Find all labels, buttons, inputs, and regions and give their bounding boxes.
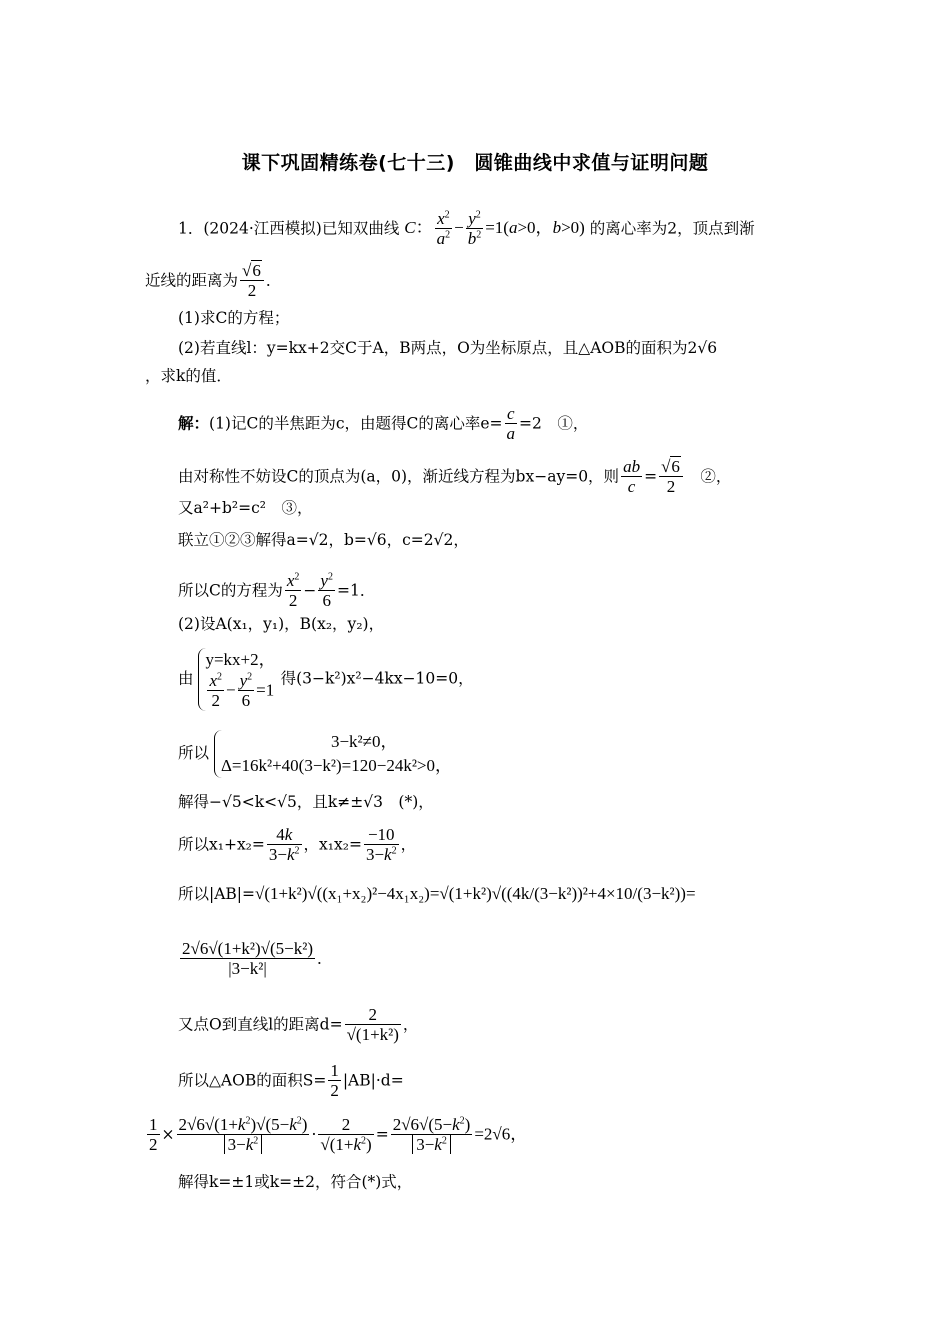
page-title: 课下巩固精练卷(七十三) 圆锥曲线中求值与证明问题 [241,152,709,174]
intro-suffix: 的离心率为2，顶点到渐 [589,219,755,238]
solution-step15: $\frac{1}{2}$ × $\frac{2√6√(1+k^2)√(5-k^2)}{3-k^2}$ · $\frac{2}{√(1+k^2)}$ = $\frac{2√6√(5-k^2)}{3-k^2}$ =2√6， [149,1115,528,1154]
intro-prefix: 1．(2024·江西模拟)已知双曲线 [178,219,400,238]
solution-step16: 解得k=±1或k=±2，符合(*)式， [178,1173,413,1191]
solution-step12: $\frac{\text{2√6√(1+k²)√(5−k²)}}{\text{|3−k²|}}$ ． [182,939,333,978]
problem-part2: (2)若直线l：y=kx+2交C于A，B两点，O为坐标原点，且△AOB的面积为2√6 [178,339,718,357]
solution-step7: 由 y=kx+2， $\frac{x^2}{2}$ − $\frac{y^2}{6}$ =1 得(3−k²)x²−4kx−10=0， [178,650,474,710]
solution-step2: 由对称性不妨设C的顶点为(a，0)，渐近线方程为bx−ay=0，则 $\frac{ab}{c}$ = $\frac{√6}{2}$ ②， [178,457,732,496]
solution-step5: 所以C的方程为 $\frac{x^2}{2}$ − $\frac{y^2}{6}$ =1． [178,571,376,610]
equation-system-2: 3−k²≠0， Δ=16k²+40(3−k²)=120−24k²>0， [214,730,452,778]
hyperbola-equation: C： $\frac{x^2}{a^2}$ − $\frac{y^2}{b^2}$ =1(a>0，b>0) [404,209,585,248]
solution-step1: 解：(1)记C的半焦距为c，由题得C的离心率e= $\frac{c}{a}$ =2 ①， [178,404,589,443]
solution-step10: 所以x₁+x₂= $\frac{4k}{3-k^2}$ ，x₁x₂= $\frac{-10}{3-k^2}$ ， [178,825,417,864]
problem-part1: (1)求C的方程； [178,309,290,327]
solution-step14: 所以△AOB的面积S= $\frac{1}{2}$ |AB|·d= [178,1061,404,1100]
problem-line2: 近线的距离为 $\frac{√6}{2}$ ． [145,261,282,300]
solution-step13: 又点O到直线l的距离d= $\frac{2}{\text{√(1+k²)}}$ ， [178,1005,419,1044]
solution-step3: 又a²+b²=c² ③， [178,499,313,517]
solution-step4: 联立①②③解得a=√2，b=√6，c=2√2， [178,531,469,549]
solution-step9: 解得−√5<k<√5，且k≠±√3 (*)， [178,793,434,811]
equation-system-1: y=kx+2， $\frac{x^2}{2}$ − $\frac{y^2}{6}$ =1 [198,648,275,711]
solution-step8: 所以 3−k²≠0， Δ=16k²+40(3−k²)=120−24k²>0， [178,730,452,778]
solution-step6: (2)设A(x₁，y₁)，B(x₂，y₂)， [178,615,385,633]
problem-part2-cont: ，求k的值． [145,367,232,385]
problem-intro [178,210,755,249]
solution-step11: 所以|AB|=√(1+k²)√((x₁+x₂)²−4x₁x₂)=√(1+k²)√((4k/(3−k²))²+4×10/(3−k²))= [178,884,696,903]
